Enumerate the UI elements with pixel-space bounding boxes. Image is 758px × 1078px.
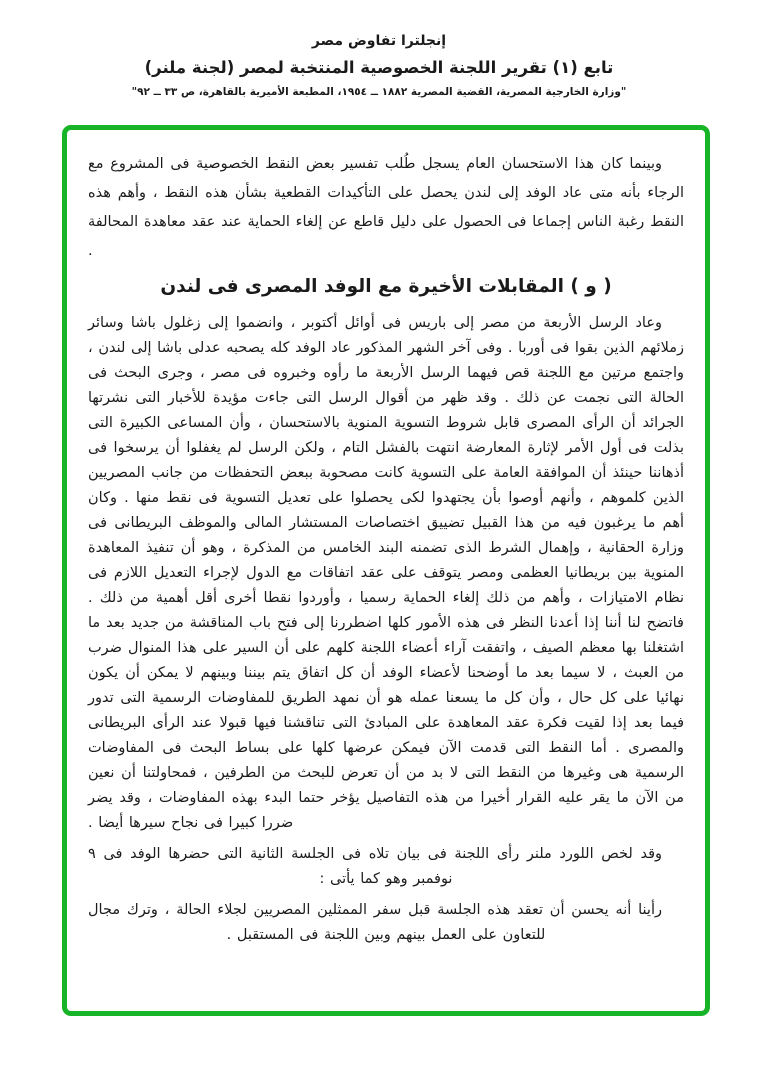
document-frame — [62, 125, 710, 1016]
closing-paragraph: رأينا أنه يحسن أن تعقد هذه الجلسة قبل سفر الممثلين المصريين لجلاء الحالة ، وترك مجال للتعاون على العمل بينهم وبين اللجنة فى المستقبل . — [88, 902, 662, 943]
document-header — [0, 0, 758, 98]
document-subtitle: تابع (١) تقرير اللجنة الخصوصية المنتخبة لمصر (لجنة ملنر) — [144, 58, 614, 77]
statement-paragraph: وقد لخص اللورد ملنر رأى اللجنة فى بيان تلاه فى الجلسة الثانية التى حضرها الوفد فى ٩ نوفمبر وهو كما يأتى : — [88, 846, 662, 887]
document-title: إنجلترا تفاوض مصر — [311, 33, 447, 49]
body-paragraph: وعاد الرسل الأربعة من مصر إلى باريس فى أوائل أكتوبر ، وانضموا إلى زغلول باشا وسائر زملائهم الذين بقوا فى أوربا . وفى آخر الشهر المذكور عاد الوفد كله يصحبه عدلى باشا إلى لندن ، واجتمع مرتين مع اللجنة قص فيهما الرسل الأربعة ما رأوه وخبروه فى مصر ، وجرى البحث فى الحالة التى نجمت عن ذلك . وقد ظهر من أقوال الرسل التى جاءت مؤيدة للأخبار التى نشرتها الجرائد أن الرأى المصرى قابل شروط التسوية المنوية بالاستحسان ، وأن المساعى الكبيرة التى بذلت فى أول الأمر لإثارة المعارضة انتهت بالفشل التام ، ولكن الرسل لم يغفلوا أن يرسخوا فى أذهاننا حينئذ أن الموافقة العامة على التسوية كانت مصحوبة ببعض التحفظات من جانب المصريين الذين كلموهم ، وأنهم أوصوا بأن يجتهدوا لكى يحصلوا على تعديل التسوية فى نقط منها . وكان أهم ما يرغبون فيه من هذا القبيل تضييق اختصاصات المستشار المالى والموظف البريطانى فى وزارة الحقانية ، وإهمال الشرط الذى تضمنه البند الخامس من المذكرة ، وهو أن تنفيذ المعاهدة المنوية بين بريطانيا العظمى ومصر يتوقف على عقد اتفاقات مع الدول لإجراء التعديل اللازم فى نظام الامتيازات ، وأهم من ذلك إلغاء الحماية رسميا ، وأوردوا نقطا أخرى أقل أهمية من ذلك . فاتضح لنا أننا إذا أعدنا النظر فى هذه الأمور كلها اضطررنا إلى فتح باب المناقشة من جديد بعد ما اشتغلنا بها معظم الصيف ، واتفقت آراء أعضاء اللجنة كلهم على أن السير على هذا المنوال ضرب من العبث ، لا سيما بعد ما أوضحنا لأعضاء الوفد أن كل اتفاق يتم بيننا وبينهم لا يمكن أن يكون نهائيا على كل حال ، وأن كل ما يسعنا عمله هو أن نمهد الطريق للمفاوضات الرسمية التى تدور فيما بعد إذا لقيت فكرة عقد المعاهدة على المبادئ التى تناقشنا فيها قبولا عند الرأى البريطانى والمصرى . أما النقط التى قدمت الآن فيمكن عرضها كلها على بساط البحث فى المفاوضات الرسمية هى وغيرها من النقط التى لا بد من أن تعرض للبحث من الطرفين ، فمحاولتنا أن نعين من الآن ما يقر عليه القرار أخيرا من هذه التفاصيل يؤخر حتما البدء بهذه المفاوضات ، وقد يضر ضررا كبيرا فى نجاح سيرها أيضا . — [88, 315, 684, 831]
source-citation: "وزارة الخارجية المصرية، القضية المصرية ١٨٨٢ ــ ١٩٥٤، المطبعة الأميرية بالقاهرة، ص ٣٣ ــ ٩٢" — [131, 86, 627, 98]
section-heading: ( و ) المقابلات الأخيرة مع الوفد المصرى فى لندن — [160, 276, 612, 297]
intro-paragraph: وبينما كان هذا الاستحسان العام يسجل طُلب تفسير بعض النقط الخصوصية فى المشروع مع الرجاء بأنه متى عاد الوفد إلى لندن يحصل على التأكيدات القطعية بشأن هذه النقط ، وأهم هذه النقط رغبة الناس إجماعا فى الحصول على دليل قاطع عن إلغاء الحماية عند عقد معاهدة المحالفة . — [88, 156, 684, 259]
